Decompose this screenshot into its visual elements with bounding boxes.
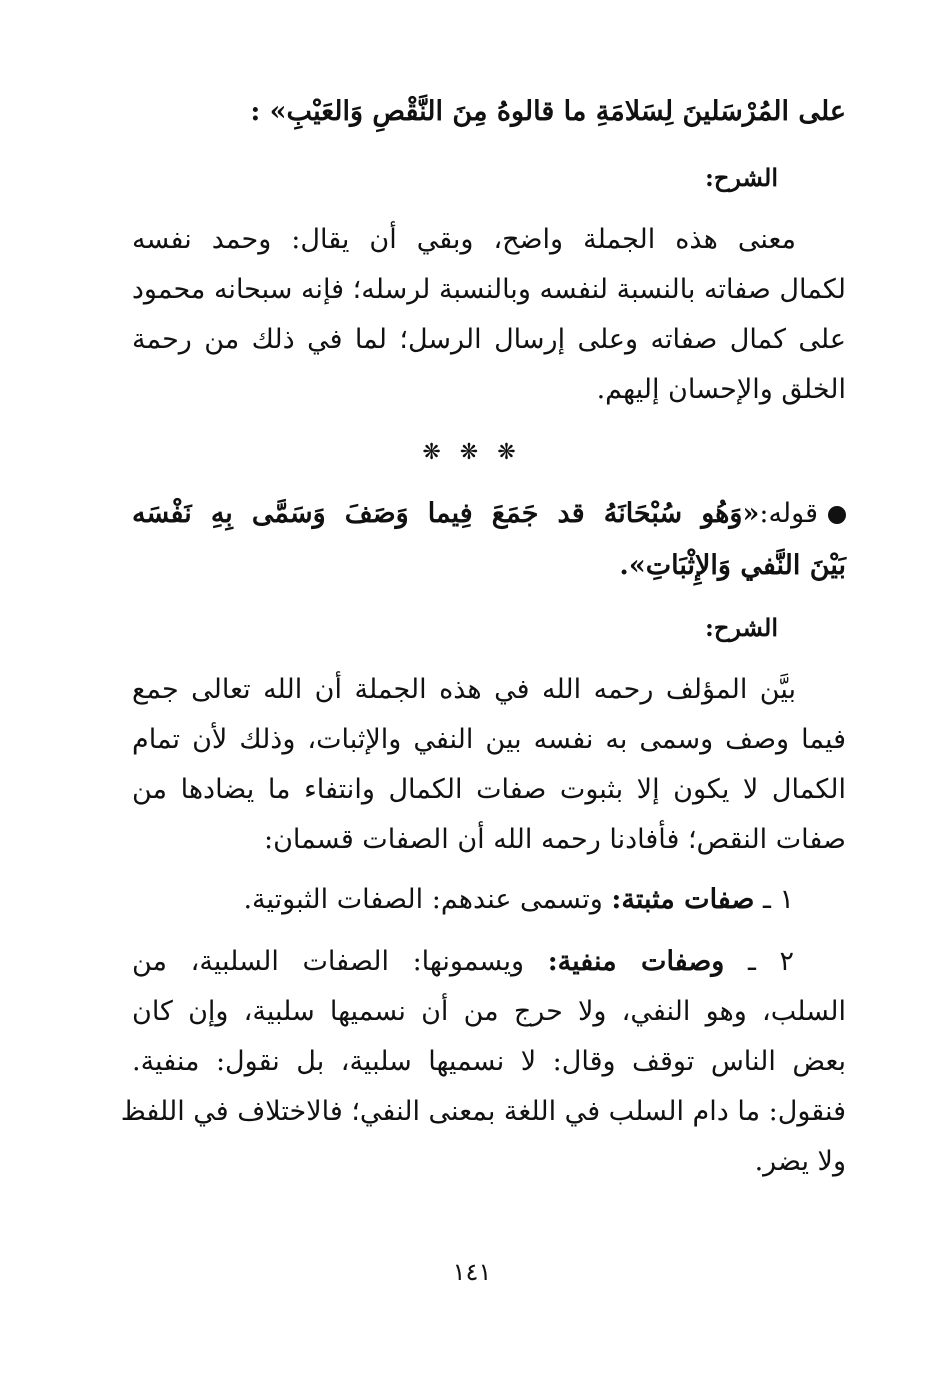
list-item-2-line-4: فنقول: ما دام السلب في اللغة بمعنى النفي؛ فالاختلاف في اللفظ: [120, 1096, 846, 1127]
quote-text-1: «وَهُو سُبْحَانَهُ قد جَمَعَ فِيما وَصَفَ وَسَمَّى بِهِ نَفْسَه: [132, 498, 760, 529]
page-number: ١٤١: [452, 1258, 492, 1286]
list-item-2-line-5: ولا يضر.: [754, 1146, 846, 1177]
section1-line-1: معنى هذه الجملة واضح، وبقي أن يقال: وحمد نفسه: [132, 224, 796, 255]
list-item-2-text: ويسمونها: الصفات السلبية، من: [132, 946, 525, 977]
list-item-1-term: صفات مثبتة:: [611, 884, 755, 915]
list-item-1-text: وتسمى عندهم: الصفات الثبوتية.: [243, 884, 603, 915]
list-item-2-line-3: بعض الناس توقف وقال: لا نسميها سلبية، بل نقول: منفية.: [132, 1046, 846, 1077]
section1-line-3: على كمال صفاته وعلى إرسال الرسل؛ لما في ذلك من رحمة: [132, 324, 846, 355]
section1-line-4: الخلق والإحسان إليهم.: [596, 374, 846, 405]
list-item-2-number: ٢ ـ: [747, 946, 794, 977]
list-item-1-number: ١ ـ: [762, 884, 794, 915]
bullet-icon: [828, 506, 846, 524]
section2-line-2: فيما وصف وسمى به نفسه بين النفي والإثبات، وذلك لأن تمام: [132, 724, 846, 755]
quote-line-2: بَيْنَ النَّفي وَالإِثْبَاتِ».: [619, 550, 846, 581]
separator-stars: ❋ ❋ ❋: [422, 440, 522, 465]
list-item-2-term: وصفات منفية:: [547, 946, 725, 977]
intro-line: على المُرْسَلينَ لِسَلامَةِ ما قالوهُ مِنَ النَّقْصِ وَالعَيْبِ» :: [250, 96, 846, 127]
list-item-1: [132, 886, 794, 913]
section2-line-4: صفات النقص؛ فأفادنا رحمه الله أن الصفات قسمان:: [263, 824, 846, 855]
list-item-2: [132, 948, 794, 975]
section1-line-2: لكمال صفاته بالنسبة لنفسه وبالنسبة لرسله؛ فإنه سبحانه محمود: [131, 274, 846, 305]
section2-heading: الشرح:: [705, 613, 778, 642]
list-item-2-line-2: السلب، وهو النفي، ولا حرج من أن نسميها سلبية، وإن كان: [132, 996, 846, 1027]
quote-prefix: قوله:: [759, 498, 818, 529]
section1-heading: الشرح:: [705, 163, 778, 192]
section2-line-3: الكمال لا يكون إلا بثبوت صفات الكمال وانتفاء ما يضادها من: [132, 774, 846, 805]
quote-line-1: [132, 500, 846, 527]
section2-line-1: بيَّن المؤلف رحمه الله في هذه الجملة أن الله تعالى جمع: [132, 674, 796, 705]
